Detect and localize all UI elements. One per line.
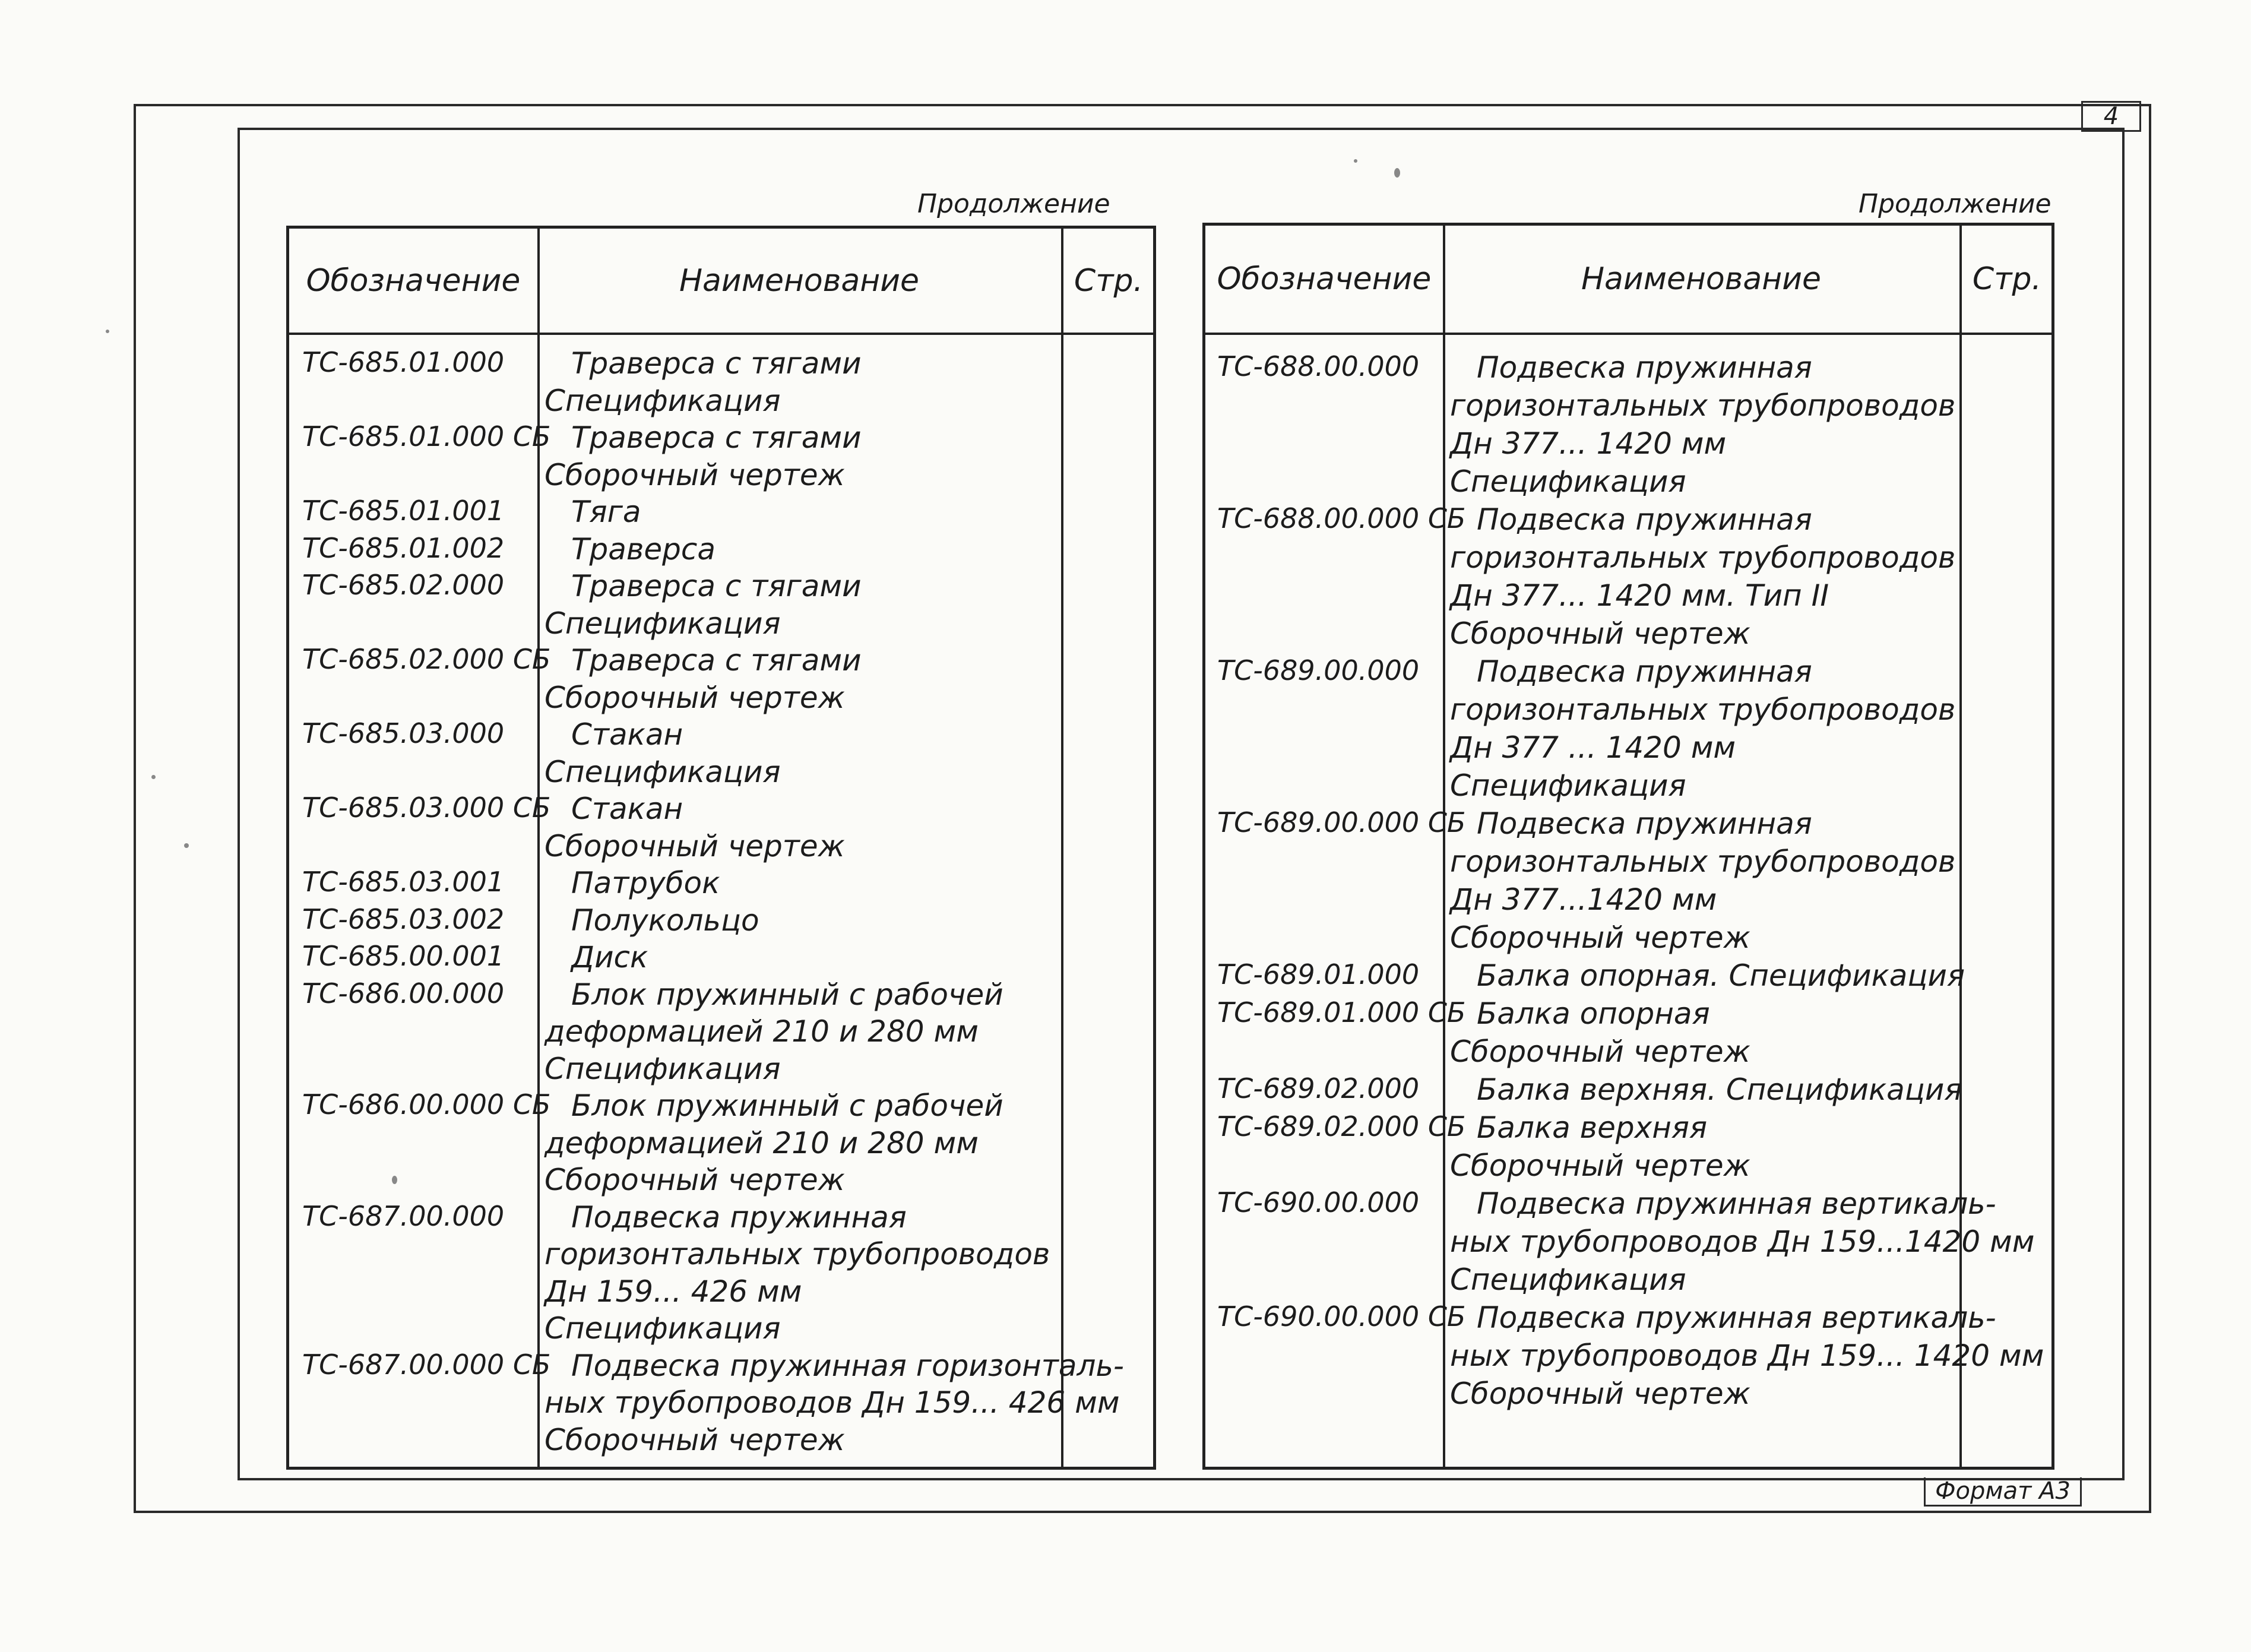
format-label: Формат А3: [1924, 1477, 2082, 1507]
right-row-code: ТС-689.00.000 СБ: [1217, 806, 1466, 838]
left-row-name-line: Подвеска пружинная горизонталь-: [571, 1348, 1124, 1383]
right-header-designation: Обозначение: [1217, 261, 1432, 297]
left-row-name-line: Дн 159... 426 мм: [544, 1274, 802, 1309]
right-row-name-line: Сборочный чертеж: [1450, 920, 1750, 955]
right-header-name: Наименование: [1581, 261, 1822, 297]
right-header-page: Стр.: [1972, 261, 2042, 297]
left-row-name-line: Спецификация: [544, 383, 781, 418]
left-row-name-line: деформацией 210 и 280 мм: [544, 1125, 979, 1160]
left-row-code: ТС-685.01.000 СБ: [302, 420, 551, 452]
right-row-name-line: горизонтальных трубопроводов: [1450, 540, 1956, 575]
right-row-name-line: Подвеска пружинная: [1477, 806, 1812, 841]
right-row-name-line: Сборочный чертеж: [1450, 1034, 1750, 1069]
right-row-name-line: Сборочный чертеж: [1450, 616, 1750, 651]
left-row-name-line: Траверса с тягами: [571, 346, 862, 381]
left-row-name-line: ных трубопроводов Дн 159... 426 мм: [544, 1385, 1120, 1420]
right-row-name-line: Балка верхняя. Спецификация: [1477, 1072, 1962, 1107]
left-row-name-line: Блок пружинный с рабочей: [571, 977, 1003, 1012]
right-row-name-line: Подвеска пружинная вертикаль-: [1477, 1186, 1996, 1221]
right-row-name-line: Балка верхняя: [1477, 1110, 1708, 1145]
left-row-code: ТС-685.03.000 СБ: [302, 792, 551, 824]
right-row-code: ТС-688.00.000 СБ: [1217, 502, 1466, 534]
scan-speck: [106, 330, 109, 333]
left-row-code: ТС-685.02.000: [302, 569, 505, 601]
left-row-code: ТС-685.03.001: [302, 866, 505, 898]
left-row-name-line: Сборочный чертеж: [544, 828, 845, 863]
left-row-name-line: Траверса с тягами: [571, 569, 862, 603]
right-row-name-line: горизонтальных трубопроводов: [1450, 692, 1956, 727]
left-row-name-line: Сборочный чертеж: [544, 680, 845, 715]
right-table: [1202, 223, 2054, 1470]
scan-speck: [184, 843, 189, 848]
left-row-code: ТС-685.00.001: [302, 940, 505, 972]
left-row-name-line: Полукольцо: [571, 903, 759, 938]
left-header-page: Стр.: [1074, 262, 1144, 299]
left-row-code: ТС-685.02.000 СБ: [302, 643, 551, 675]
left-row-code: ТС-685.01.000: [302, 346, 505, 378]
right-row-name-line: ных трубопроводов Дн 159... 1420 мм: [1450, 1338, 2044, 1373]
right-row-name-line: Сборочный чертеж: [1450, 1148, 1750, 1183]
left-row-code: ТС-685.03.002: [302, 903, 505, 935]
left-row-name-line: Тяга: [571, 495, 641, 529]
left-row-name-line: Спецификация: [544, 754, 781, 789]
left-row-name-line: Траверса с тягами: [571, 420, 862, 455]
left-row-name-line: Спецификация: [544, 606, 781, 641]
left-row-name-line: Сборочный чертеж: [544, 1422, 845, 1457]
right-row-code: ТС-689.02.000: [1217, 1072, 1420, 1105]
right-row-name-line: Спецификация: [1450, 464, 1686, 499]
right-row-name-line: Дн 377... 1420 мм. Тип II: [1450, 578, 1829, 613]
left-row-name-line: Диск: [571, 940, 648, 974]
left-row-code: ТС-685.01.002: [302, 531, 505, 564]
left-row-name-line: Спецификация: [544, 1051, 781, 1086]
right-row-code: ТС-688.00.000: [1217, 350, 1420, 382]
right-row-code: ТС-690.00.000: [1217, 1186, 1420, 1219]
right-row-name-line: Балка опорная. Спецификация: [1477, 958, 1965, 993]
left-row-name-line: Траверса: [571, 531, 716, 567]
left-row-name-line: Патрубок: [571, 866, 720, 900]
scan-speck: [392, 1176, 397, 1184]
right-row-name-line: Дн 377... 1420 мм: [1450, 426, 1727, 461]
left-continuation-label: Продолжение: [917, 189, 1110, 219]
left-row-name-line: Сборочный чертеж: [544, 457, 845, 492]
right-row-name-line: горизонтальных трубопроводов: [1450, 844, 1956, 879]
right-row-code: ТС-690.00.000 СБ: [1217, 1300, 1466, 1333]
right-row-name-line: Подвеска пружинная: [1477, 654, 1812, 689]
left-row-name-line: Сборочный чертеж: [544, 1163, 845, 1197]
scan-speck: [1394, 168, 1400, 178]
left-row-code: ТС-685.03.000: [302, 717, 505, 749]
right-row-code: ТС-689.02.000 СБ: [1217, 1110, 1466, 1143]
left-row-name-line: горизонтальных трубопроводов: [544, 1237, 1050, 1271]
scan-speck: [1354, 159, 1357, 163]
right-row-name-line: ных трубопроводов Дн 159...1420 мм: [1450, 1224, 2035, 1259]
right-row-name-line: Дн 377 ... 1420 мм: [1450, 730, 1736, 765]
left-row-name-line: Стакан: [571, 717, 683, 752]
left-row-name-line: Блок пружинный с рабочей: [571, 1088, 1003, 1123]
left-header-designation: Обозначение: [306, 262, 521, 299]
right-row-name-line: Сборочный чертеж: [1450, 1376, 1750, 1411]
left-row-code: ТС-687.00.000 СБ: [302, 1348, 551, 1381]
right-row-name-line: Дн 377...1420 мм: [1450, 882, 1717, 917]
right-row-name-line: горизонтальных трубопроводов: [1450, 388, 1956, 423]
right-row-code: ТС-689.01.000: [1217, 958, 1420, 990]
right-row-name-line: Подвеска пружинная: [1477, 350, 1812, 385]
left-row-name-line: деформацией 210 и 280 мм: [544, 1014, 979, 1049]
right-row-name-line: Спецификация: [1450, 1262, 1686, 1297]
left-row-name-line: Стакан: [571, 792, 683, 826]
left-row-name-line: Траверса с тягами: [571, 643, 862, 678]
right-row-name-line: Балка опорная: [1477, 996, 1710, 1031]
left-header-name: Наименование: [679, 262, 920, 299]
right-row-code: ТС-689.01.000 СБ: [1217, 996, 1466, 1028]
right-row-name-line: Спецификация: [1450, 768, 1686, 803]
left-row-name-line: Спецификация: [544, 1311, 781, 1346]
right-continuation-label: Продолжение: [1859, 189, 2051, 219]
right-row-code: ТС-689.00.000: [1217, 654, 1420, 686]
left-table: [286, 226, 1156, 1470]
page-number: 4: [2081, 101, 2141, 132]
scan-speck: [151, 775, 156, 779]
left-row-code: ТС-686.00.000: [302, 977, 505, 1009]
left-row-code: ТС-687.00.000: [302, 1200, 505, 1232]
left-row-code: ТС-686.00.000 СБ: [302, 1088, 551, 1121]
right-row-name-line: Подвеска пружинная: [1477, 502, 1812, 537]
right-row-name-line: Подвеска пружинная вертикаль-: [1477, 1300, 1996, 1335]
left-row-code: ТС-685.01.001: [302, 495, 505, 527]
left-row-name-line: Подвеска пружинная: [571, 1200, 907, 1235]
